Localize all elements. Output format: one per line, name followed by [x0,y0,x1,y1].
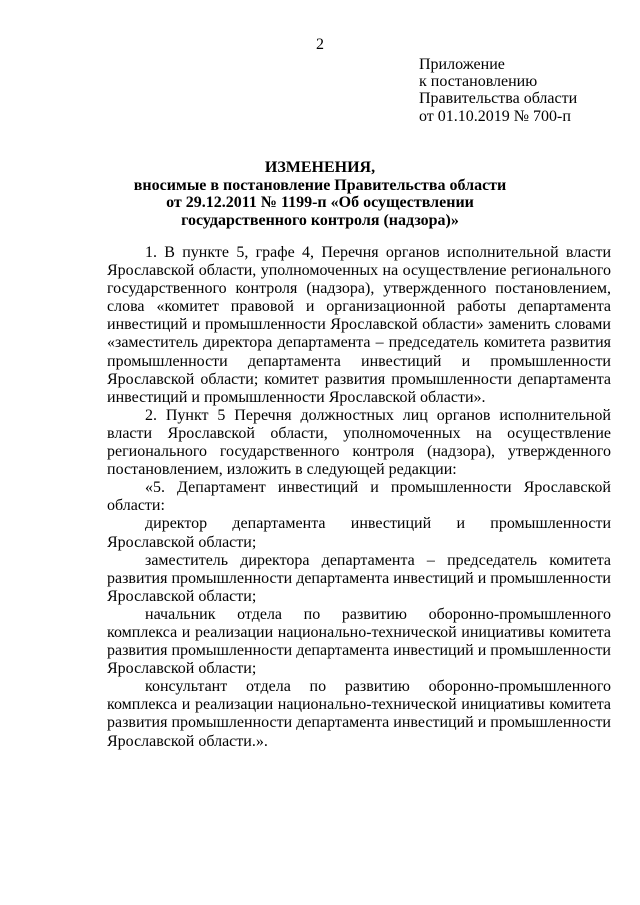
appendix-line: Приложение [419,56,505,73]
title-line: ИЗМЕНЕНИЯ, [264,159,376,176]
page-number: 2 [316,36,324,53]
document-body [107,244,611,751]
title-line: от 29.12.2011 № 1199-п «Об осуществлении [166,194,474,212]
paragraph: 1. В пункте 5, графе 4, Перечня органов исполнительной власти Ярославской области, уполномоченных на осуществление регионального государственного контроля (надзора), утвержденного постановлением, слова «комитет правовой и организационной работы департамента инвестиций и промышленности Ярославской области» заменить словами «заместитель директора департамента – председатель комитета развития промышленности департамента инвестиций и промышленности Ярославской области; комитет развития промышленности департамента инвестиций и промышленности Ярославской области». [107,244,611,406]
document-title [0,159,640,229]
appendix-line: от 01.10.2019 № 700-п [419,107,571,125]
paragraph: начальник отдела по развитию оборонно-промышленного комплекса и реализации национально-технической инициативы комитета развития промышленности департамента инвестиций и промышленности Ярославской области; [107,605,611,678]
appendix-header [419,56,629,125]
paragraph: консультант отдела по развитию оборонно-промышленного комплекса и реализации национально-технической инициативы комитета развития промышленности департамента инвестиций и промышленности Ярославской области.». [107,678,611,750]
paragraph: «5. Департамент инвестиций и промышленности Ярославской области: [107,479,611,515]
paragraph: директор департамента инвестиций и промышленности Ярославской области; [107,515,611,551]
appendix-line: к постановлению [419,73,538,91]
appendix-line: Правительства области [419,90,578,108]
title-line: вносимые в постановление Правительства области [133,176,507,194]
paragraph: заместитель директора департамента – председатель комитета развития промышленности департамента инвестиций и промышленности Ярославской области; [107,551,611,605]
paragraph: 2. Пункт 5 Перечня должностных лиц органов исполнительной власти Ярославской области, уполномоченных на осуществление регионального государственного контроля (надзора), утвержденного постановлением, изложить в следующей редакции: [107,406,611,479]
title-line: государственного контроля (надзора)» [181,211,459,229]
